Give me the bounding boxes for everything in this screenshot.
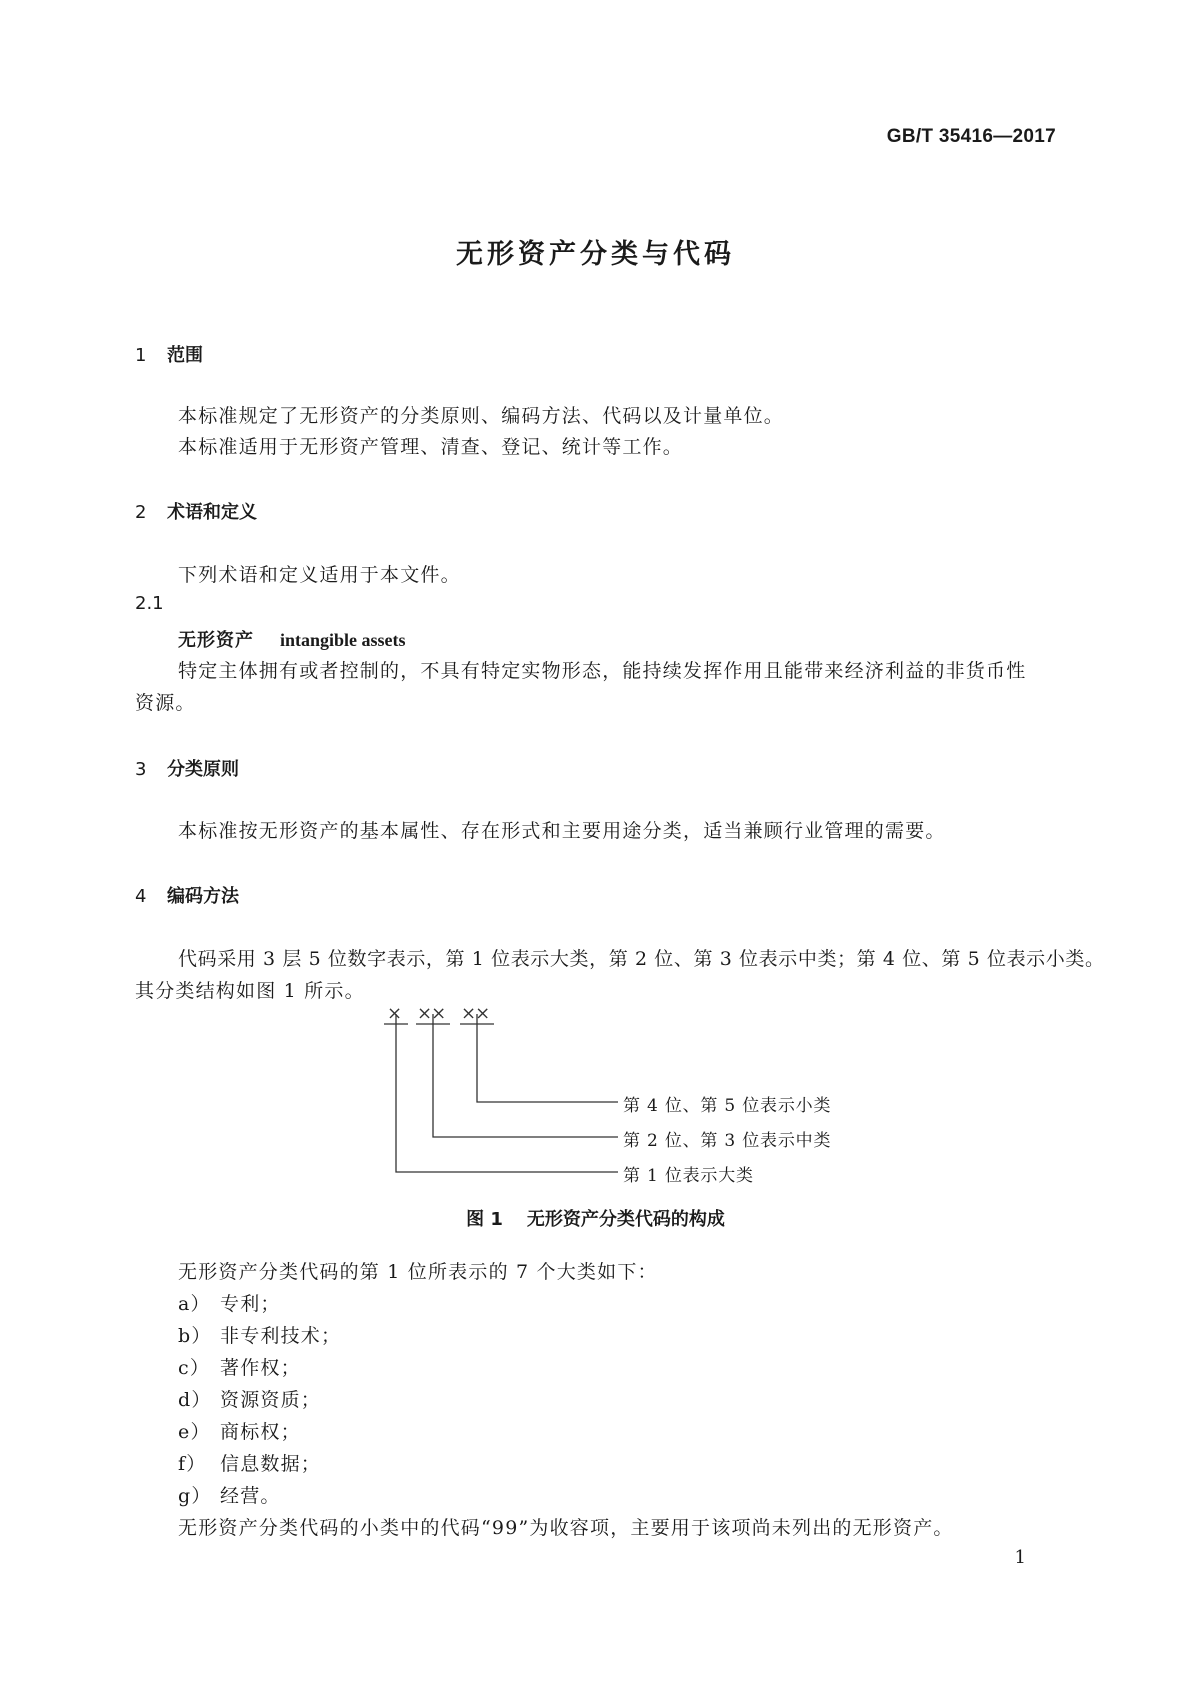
code-digit-major: × (387, 1003, 403, 1024)
standard-number: GB/T 35416—2017 (886, 126, 1056, 147)
term-english: intangible assets (280, 630, 406, 650)
list-item (178, 1417, 301, 1444)
definition: 特定主体拥有或者控制的，不具有特定实物形态，能持续发挥作用且能带来经济利益的非货币性 (178, 660, 1027, 682)
paragraph: 本标准适用于无形资产管理、清查、登记、统计等工作。 (178, 436, 684, 458)
list-item-text: 资源资质； (220, 1389, 322, 1411)
section-title: 编码方法 (167, 886, 239, 907)
diagram-label-major: 第 1 位表示大类 (623, 1166, 754, 1186)
list-item-label: d） (178, 1389, 212, 1411)
figure-caption (0, 1205, 1191, 1231)
page-title: 无形资产分类与代码 (456, 239, 735, 270)
figure-title: 无形资产分类代码的构成 (526, 1209, 725, 1230)
section-number: 4 (135, 886, 147, 907)
list-item-label: a） (178, 1293, 211, 1315)
paragraph: 代码采用 3 层 5 位数字表示，第 1 位表示大类，第 2 位、第 3 位表示中类；第 4 位、第 5 位表示小类。 (178, 948, 1105, 970)
list-item-text: 商标权； (220, 1421, 301, 1443)
section-number: 1 (135, 345, 147, 366)
page-number: 1 (1014, 1547, 1026, 1568)
list-item (178, 1481, 281, 1508)
paragraph: 本标准规定了无形资产的分类原则、编码方法、代码以及计量单位。 (178, 405, 785, 427)
connector-minor (477, 1014, 618, 1102)
section-title: 分类原则 (167, 759, 239, 780)
paragraph-cont: 其分类结构如图 1 所示。 (135, 980, 365, 1002)
list-item (178, 1449, 321, 1476)
diagram-label-medium: 第 2 位、第 3 位表示中类 (623, 1131, 832, 1151)
list-note: 无形资产分类代码的小类中的代码“99”为收容项，主要用于该项尚未列出的无形资产。 (178, 1517, 954, 1539)
code-digit-medium: ×× (417, 1003, 446, 1024)
list-item-label: b） (178, 1325, 212, 1347)
list-item-label: e） (178, 1421, 211, 1443)
list-item (178, 1321, 341, 1348)
diagram-label-minor: 第 4 位、第 5 位表示小类 (623, 1096, 832, 1116)
list-item (178, 1289, 281, 1316)
section-title: 范围 (167, 345, 203, 366)
list-item-text: 著作权； (220, 1357, 301, 1379)
definition-cont: 资源。 (135, 692, 196, 714)
list-item-label: f） (178, 1453, 207, 1475)
list-item-text: 专利； (220, 1293, 281, 1315)
list-item-text: 非专利技术； (220, 1325, 342, 1347)
list-item-label: g） (178, 1485, 212, 1507)
connector-medium (433, 1014, 618, 1137)
list-intro: 无形资产分类代码的第 1 位所表示的 7 个大类如下： (178, 1261, 658, 1283)
connector-major (396, 1014, 618, 1172)
list-item (178, 1385, 321, 1412)
section-number: 3 (135, 759, 147, 780)
term-number: 2.1 (135, 593, 164, 614)
figure-number: 图 1 (466, 1209, 503, 1230)
paragraph: 下列术语和定义适用于本文件。 (178, 564, 461, 586)
code-digit-minor: ×× (461, 1003, 490, 1024)
section-title: 术语和定义 (167, 502, 257, 523)
section-number: 2 (135, 502, 147, 523)
term-chinese: 无形资产 (178, 630, 254, 651)
paragraph: 本标准按无形资产的基本属性、存在形式和主要用途分类，适当兼顾行业管理的需要。 (178, 820, 946, 842)
list-item-text: 经营。 (220, 1485, 281, 1507)
list-item (178, 1353, 301, 1380)
list-item-text: 信息数据； (220, 1453, 322, 1475)
list-item-label: c） (178, 1357, 211, 1379)
